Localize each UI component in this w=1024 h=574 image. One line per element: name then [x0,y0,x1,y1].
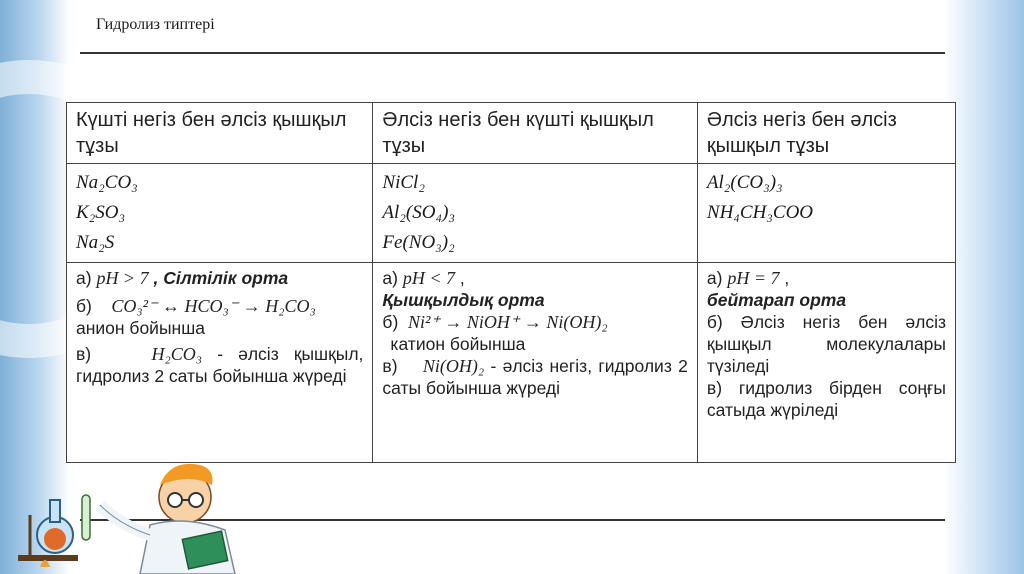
description-cell-2 [373,263,697,463]
equation-line: б) Ni²⁺ → NiOH⁺ → Ni(OH)₂ [382,312,608,332]
header-cell-1: Күшті негіз бен әлсіз қышқыл тұзы [67,103,373,164]
environment-label: Қышқылдық орта [382,290,545,310]
environment-label: , Сілтілік орта [153,268,289,288]
salts-cell-2 [373,164,697,263]
table-salts-row [67,164,956,263]
equation-note: катион бойынша [390,334,526,354]
salt-formula: NH₄CH₃COO [706,202,814,223]
salt-formula: Al₂(SO₄)₃ [382,202,455,223]
equation-line: б) CO₃²⁻ ↔ HCO₃⁻ → H₂CO₃ [76,296,316,316]
salt-formula: Al₂(CO₃)₃ [706,172,783,193]
salt-formula: Na₂CO₃ [76,172,138,193]
hydrolysis-equation: CO₃²⁻ ↔ HCO₃⁻ → H₂CO₃ [111,296,316,316]
acid-formula: H₂CO₃ [151,344,203,364]
salt-formula: K₂SO₃ [76,202,126,223]
salt-formula: Fe(NO₃)₂ [382,232,455,253]
equation-note: анион бойынша [76,318,205,338]
conclusion-text: в) Ni(OH)₂ - әлсіз негіз, гидролиз 2 саты бойынша жүреді [382,356,688,398]
background-right-gradient [944,0,1024,574]
description-cell-3 [697,263,955,463]
conclusion-text: в) гидролиз бірден соңғы сатыда жүріледі [706,378,946,420]
salt-formula: NiCl₂ [382,172,425,193]
environment-label: бейтарап орта [706,290,847,310]
ph-line: а) pH = 7 , [706,268,790,288]
header-cell-2: Әлсіз негіз бен күшті қышқыл тұзы [373,103,697,164]
slide-title: Гидролиз типтері [96,16,215,33]
description-cell-1 [67,263,373,463]
table-description-row [67,263,956,463]
hydrolysis-equation: Ni²⁺ → NiOH⁺ → Ni(OH)₂ [408,312,608,332]
ph-line: а) pH > 7 , Сілтілік орта [76,268,289,288]
salts-cell-3 [697,164,955,263]
ph-value: pH > 7 [96,268,149,288]
salt-formula: Na₂S [76,232,115,253]
table-header-row [67,103,956,164]
ph-value: pH = 7 [727,268,780,288]
hydrolysis-table [66,102,956,463]
products-text: б) Әлсіз негіз бен әлсіз қышқыл молекулалары түзіледі [706,312,946,376]
top-divider [80,52,945,54]
header-cell-3: Әлсіз негіз бен әлсіз қышқыл тұзы [697,103,955,164]
base-formula: Ni(OH)₂ [422,356,485,376]
scientist-illustration [0,455,250,574]
conclusion-text: в) H₂CO₃ - әлсіз қышқыл, гидролиз 2 саты бойынша жүреді [76,344,364,386]
salts-cell-1 [67,164,373,263]
ph-value: pH < 7 [402,268,456,288]
ph-line: а) pH < 7 , [382,268,465,288]
